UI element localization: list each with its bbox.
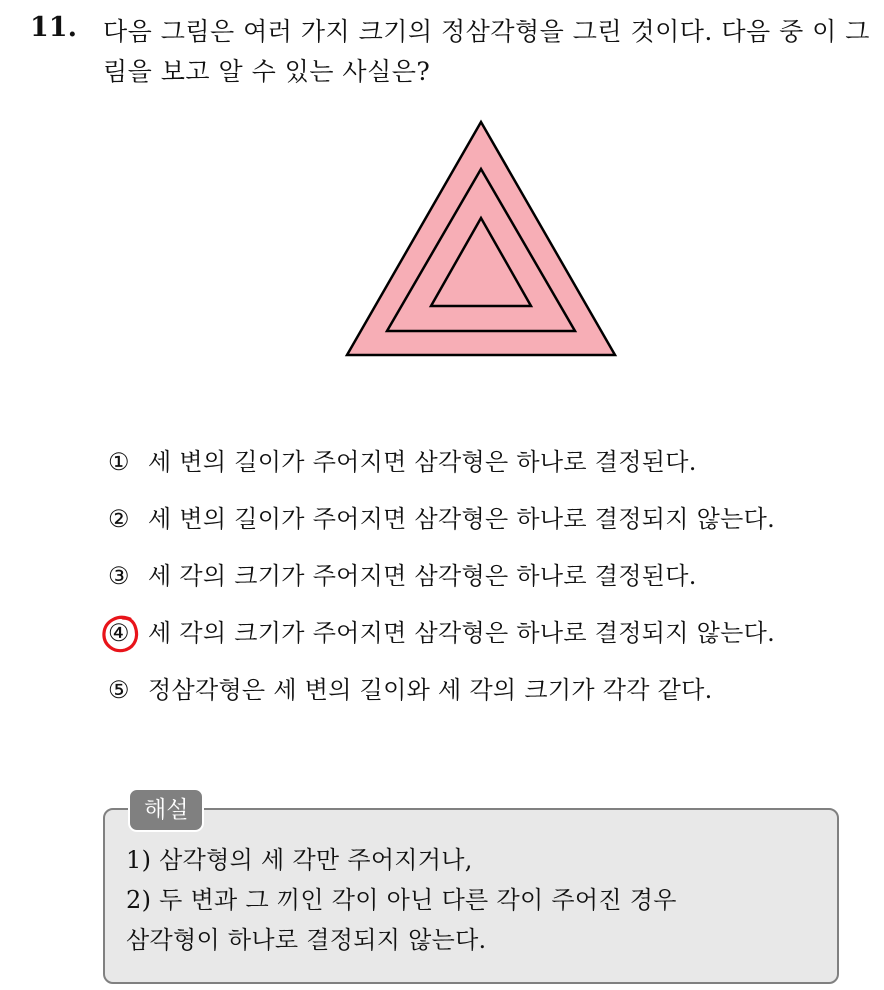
choice-4-text: 세 각의 크기가 주어지면 삼각형은 하나로 결정되지 않는다. (148, 619, 776, 647)
choice-2-mark: ② (108, 505, 130, 533)
choice-3[interactable] (108, 552, 775, 609)
question-number: 11. (30, 12, 77, 43)
choice-1-mark: ① (108, 448, 130, 476)
explanation-label: 해설 (128, 788, 204, 832)
choice-2-text: 세 변의 길이가 주어지면 삼각형은 하나로 결정되지 않는다. (148, 505, 776, 533)
choice-5-text: 정삼각형은 세 변의 길이와 세 각의 크기가 각각 같다. (148, 676, 713, 704)
explanation-line-3: 삼각형이 하나로 결정되지 않는다. (126, 926, 487, 954)
choice-4[interactable] (108, 609, 775, 666)
answer-circle-icon (100, 613, 142, 655)
choice-3-text: 세 각의 크기가 주어지면 삼각형은 하나로 결정된다. (148, 562, 697, 590)
explanation-line-2: 2) 두 변과 그 끼인 각이 아닌 다른 각이 주어진 경우 (126, 886, 677, 914)
explanation-line-1: 1) 삼각형의 세 각만 주어지거나, (126, 846, 473, 874)
choice-5[interactable] (108, 666, 775, 723)
explanation-text (126, 840, 677, 960)
choice-1[interactable] (108, 438, 775, 495)
question-text: 다음 그림은 여러 가지 크기의 정삼각형을 그린 것이다. 다음 중 이 그림을 보고 알 수 있는 사실은? (103, 17, 870, 86)
nested-equilateral-triangles (343, 118, 619, 360)
choice-2[interactable] (108, 495, 775, 552)
choice-1-text: 세 변의 길이가 주어지면 삼각형은 하나로 결정된다. (148, 448, 697, 476)
choice-list (108, 438, 775, 723)
choice-3-mark: ③ (108, 562, 130, 590)
choice-4-mark: ④ (108, 619, 130, 647)
choice-5-mark: ⑤ (108, 676, 130, 704)
